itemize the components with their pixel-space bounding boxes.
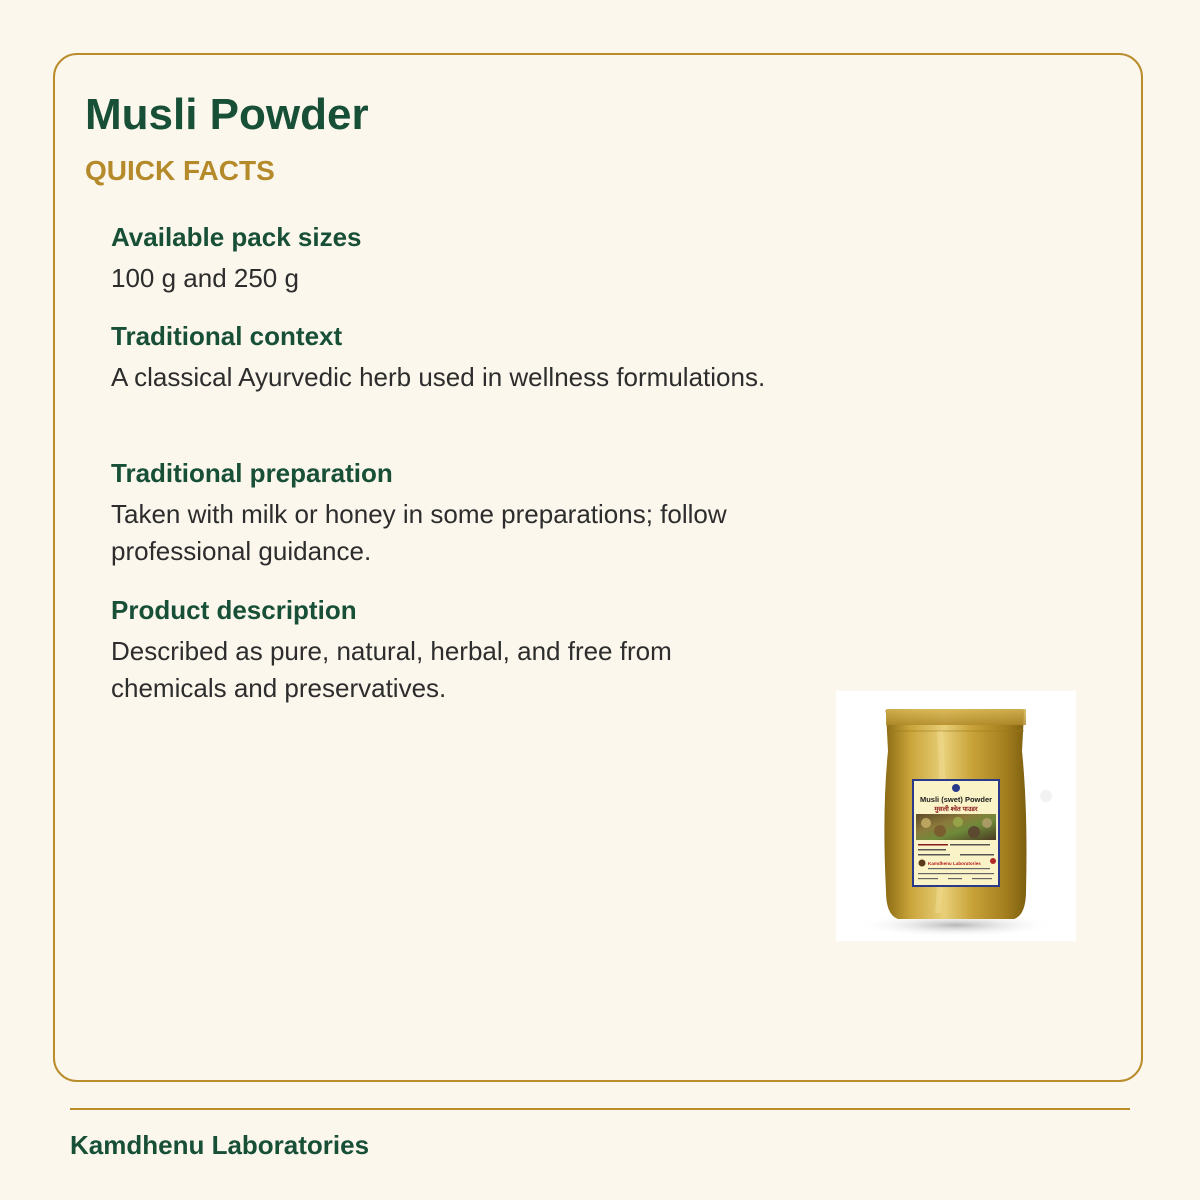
footer-divider	[70, 1108, 1130, 1110]
fact-label: Traditional context	[111, 321, 343, 351]
fact-label: Traditional preparation	[111, 458, 393, 488]
fact-value: Described as pure, natural, herbal, and free from chemicals and preservatives.	[111, 636, 672, 703]
package-label-brand: Kamdhenu Laboratories	[928, 861, 981, 866]
fact-pack-sizes	[111, 221, 791, 297]
fact-value: A classical Ayurvedic herb used in wellness formulations.	[111, 362, 766, 392]
fact-product-description	[111, 594, 791, 707]
footer-brand: Kamdhenu Laboratories	[70, 1130, 370, 1160]
fact-traditional-preparation	[111, 457, 791, 570]
product-image	[836, 691, 1076, 941]
fact-value: Taken with milk or honey in some preparations; follow professional guidance.	[111, 499, 727, 566]
package-label-title: Musli (swet) Powder	[919, 795, 993, 804]
page-title: Musli Powder	[85, 90, 369, 139]
fact-value: 100 g and 250 g	[111, 263, 299, 293]
quick-facts-card	[53, 53, 1143, 1082]
fact-label: Product description	[111, 595, 357, 625]
package-label-hindi: मुसली श्वेत पाउडर	[934, 806, 978, 813]
section-subtitle: QUICK FACTS	[85, 155, 275, 186]
fact-traditional-context	[111, 320, 791, 396]
fact-label: Available pack sizes	[111, 222, 362, 252]
